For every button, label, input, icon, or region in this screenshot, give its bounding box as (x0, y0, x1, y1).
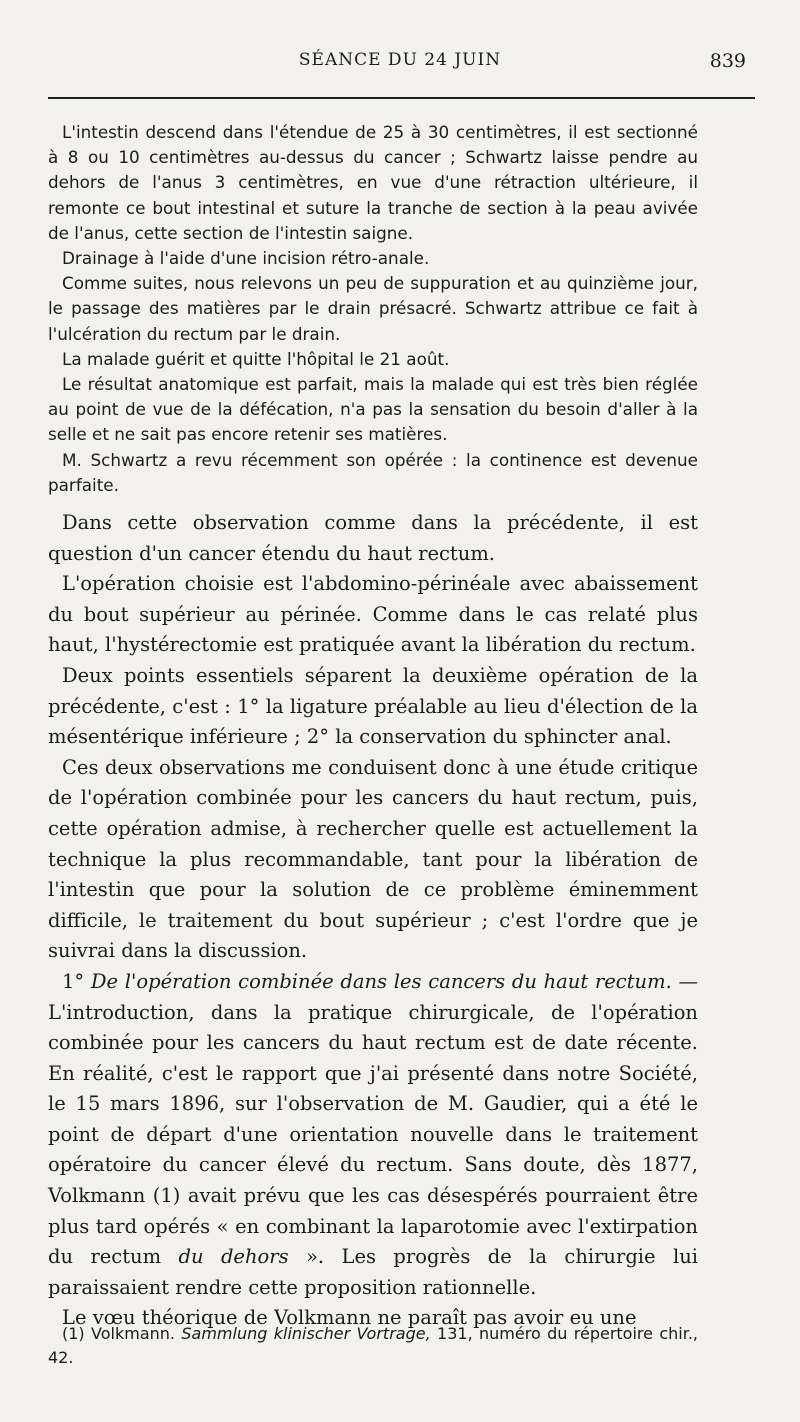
section-text: — L'introduction, dans la pratique chirurgicale, de l'opération combinée pour les cancers du haut rectum est de date récente. En réalité, c'est le rapport que j'ai présenté dans notre Société, le 15 mars 1896, sur l'observation de M. Gaudier, qui a été le point de départ d'une orientation nouvelle dans le traitement opératoire du cancer élevé du rectum. Sans doute, dès 1877, Volkmann (1) avait prévu que les cas désespérés pourraient être plus tard opérés « en combinant la laparotomie avec l'extirpation du rectum (48, 969, 699, 1269)
paragraph: Dans cette observation comme dans la précédente, il est question d'un cancer étendu du haut rectum. (48, 511, 698, 565)
section-text-end: ». Les progrès de la chirurgie lui paraissaient rendre cette proposition rationnelle. (48, 1245, 699, 1299)
paragraph: Drainage à l'aide d'une incision rétro-anale. (62, 248, 430, 269)
case-report-block (48, 120, 698, 498)
footnote-marker: (1) Volkmann. (62, 1324, 175, 1343)
header-rule (48, 97, 755, 99)
section-number: 1° (62, 969, 85, 993)
footnote (48, 1322, 698, 1370)
paragraph: L'opération choisie est l'abdomino-périnéale avec abaissement du bout supérieur au périnée. Comme dans le cas relaté plus haut, l'hystérectomie est pratiquée avant la libération du rectum. (48, 572, 698, 657)
paragraph: Ces deux observations me conduisent donc à une étude critique de l'opération combinée pour les cancers du haut rectum, puis, cette opération admise, à rechercher quelle est actuellement la technique la plus recommandable, tant pour la libération de l'intestin que pour la solution de ce problème éminemment difficile, le traitement du bout supérieur ; c'est l'ordre que je suivrai dans la discussion. (48, 755, 698, 963)
footnote-title: Sammlung klinischer Vortrage, (181, 1324, 431, 1343)
paragraph: L'intestin descend dans l'étendue de 25 à 30 centimètres, il est sectionné à 8 ou 10 centimètres au-dessus du cancer ; Schwartz laisse pendre au dehors de l'anus 3 centimètres, en vue d'une rétraction ultérieure, il remonte ce bout intestinal et suture la tranche de section à la peau avivée de l'anus, cette section de l'intestin saigne. (48, 122, 698, 243)
paragraph: Deux points essentiels séparent la deuxième opération de la précédente, c'est : 1° la ligature préalable au lieu d'élection de la mésentérique inférieure ; 2° la conservation du sphincter anal. (48, 663, 698, 749)
paragraph: Comme suites, nous relevons un peu de suppuration et au quinzième jour, le passage des matières par le drain présacré. Schwartz attribue ce fait à l'ulcération du rectum par le drain. (48, 273, 698, 344)
paragraph: Le résultat anatomique est parfait, mais la malade qui est très bien réglée au point de vue de la défécation, n'a pas la sensation du besoin d'aller à la selle et ne sait pas encore retenir ses matières. (48, 374, 698, 445)
paragraph: La malade guérit et quitte l'hôpital le 21 août. (62, 348, 450, 369)
running-title: SÉANCE DU 24 JUIN (298, 50, 502, 70)
paragraph: M. Schwartz a revu récemment son opérée : la continence est devenue parfaite. (48, 449, 698, 495)
page-number: 839 (709, 50, 746, 72)
section-paragraph (48, 967, 698, 1304)
page-header (48, 50, 752, 80)
footnote-rest: 131, numéro du répertoire chir., 42. (48, 1324, 699, 1367)
section-title: De l'opération combinée dans les cancers du haut rectum. (90, 969, 672, 993)
italic-phrase: du dehors (178, 1245, 289, 1269)
discussion-block (48, 508, 698, 1334)
paragraph: Le vœu théorique de Volkmann ne paraît pas avoir eu une (62, 1306, 637, 1330)
